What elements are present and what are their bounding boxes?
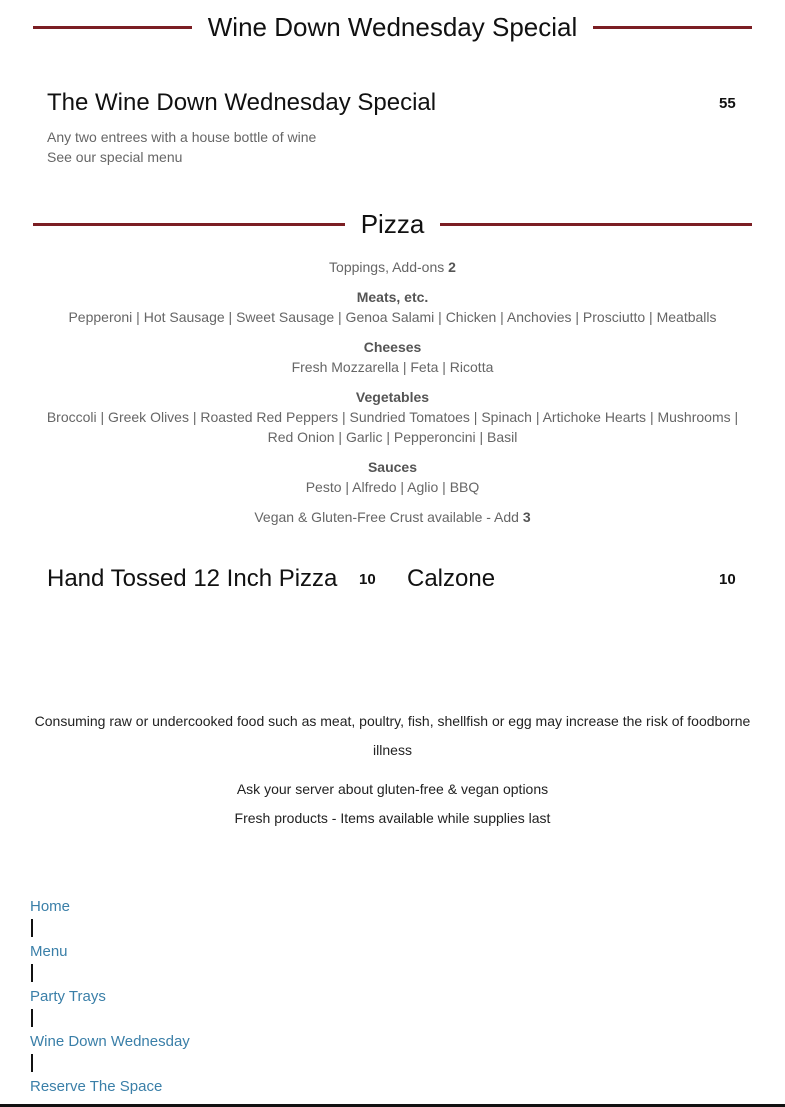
nav-separator bbox=[31, 1009, 33, 1027]
wine-section-title: Wine Down Wednesday Special bbox=[207, 11, 578, 42]
sauces-heading-text: Sauces bbox=[367, 459, 418, 475]
footer-nav bbox=[30, 894, 190, 1099]
pizza-section-title: Pizza bbox=[360, 208, 425, 239]
calzone-item-title: Calzone bbox=[407, 565, 496, 592]
footer-link-home[interactable]: Home bbox=[30, 898, 71, 915]
wine-special-price: 55 bbox=[719, 95, 736, 112]
meats-list: Pepperoni | Hot Sausage | Sweet Sausage | Genoa Salami | Chicken | Anchovies | Prosciutto | Meatballs bbox=[68, 309, 717, 325]
footer-link-menu[interactable]: Menu bbox=[30, 943, 68, 960]
footer-link-reserve-the-space[interactable]: Reserve The Space bbox=[30, 1078, 163, 1095]
nav-separator bbox=[31, 964, 33, 982]
section-rule-right bbox=[440, 223, 752, 226]
crust-note-text: Vegan & Gluten-Free Crust available - Add bbox=[254, 509, 519, 525]
raw-food-notice-line2: illness bbox=[373, 742, 412, 758]
wine-special-desc-line2: See our special menu bbox=[47, 149, 183, 165]
cheeses-heading bbox=[33, 337, 752, 357]
wine-section-header bbox=[33, 10, 752, 44]
section-rule-right bbox=[593, 26, 752, 29]
vegetables-list-line2: Red Onion | Garlic | Pepperoncini | Basil bbox=[267, 429, 518, 445]
meats-heading bbox=[33, 287, 752, 307]
wine-special-title: The Wine Down Wednesday Special bbox=[47, 89, 437, 116]
sauces-heading bbox=[33, 457, 752, 477]
calzone-item-price: 10 bbox=[719, 571, 736, 588]
crust-price: 3 bbox=[522, 509, 531, 525]
cheeses-list: Fresh Mozzarella | Feta | Ricotta bbox=[291, 359, 494, 375]
meats-heading-text: Meats, etc. bbox=[356, 289, 429, 305]
toppings-line bbox=[33, 257, 752, 277]
footer-link-wine-down-wednesday[interactable]: Wine Down Wednesday bbox=[30, 1033, 190, 1050]
vegetables-heading-text: Vegetables bbox=[355, 389, 430, 405]
section-rule-left bbox=[33, 26, 192, 29]
pizza-item-title: Hand Tossed 12 Inch Pizza bbox=[47, 565, 338, 592]
fresh-notice: Fresh products - Items available while supplies last bbox=[234, 810, 551, 826]
vegetables-list-line1: Broccoli | Greek Olives | Roasted Red Peppers | Sundried Tomatoes | Spinach | Artichoke Hearts | Mushrooms | bbox=[46, 409, 739, 425]
gluten-notice: Ask your server about gluten-free & vegan options bbox=[236, 781, 549, 797]
cheeses-heading-text: Cheeses bbox=[363, 339, 422, 355]
pizza-section-header bbox=[33, 206, 752, 242]
toppings-label: Toppings, Add-ons bbox=[329, 259, 445, 275]
raw-food-notice bbox=[33, 707, 752, 765]
toppings-price: 2 bbox=[448, 259, 456, 275]
wine-special-desc-line1: Any two entrees with a house bottle of wine bbox=[47, 129, 317, 145]
crust-note bbox=[33, 507, 752, 527]
nav-separator bbox=[31, 1054, 33, 1072]
raw-food-notice-line1: Consuming raw or undercooked food such as meat, poultry, fish, shellfish or egg may increase the risk of foodborne bbox=[34, 713, 751, 729]
section-rule-left bbox=[33, 223, 345, 226]
pizza-item-price: 10 bbox=[359, 571, 376, 588]
vegetables-heading bbox=[33, 387, 752, 407]
nav-separator bbox=[31, 919, 33, 937]
footer-link-party-trays[interactable]: Party Trays bbox=[30, 988, 106, 1005]
sauces-list: Pesto | Alfredo | Aglio | BBQ bbox=[305, 479, 480, 495]
